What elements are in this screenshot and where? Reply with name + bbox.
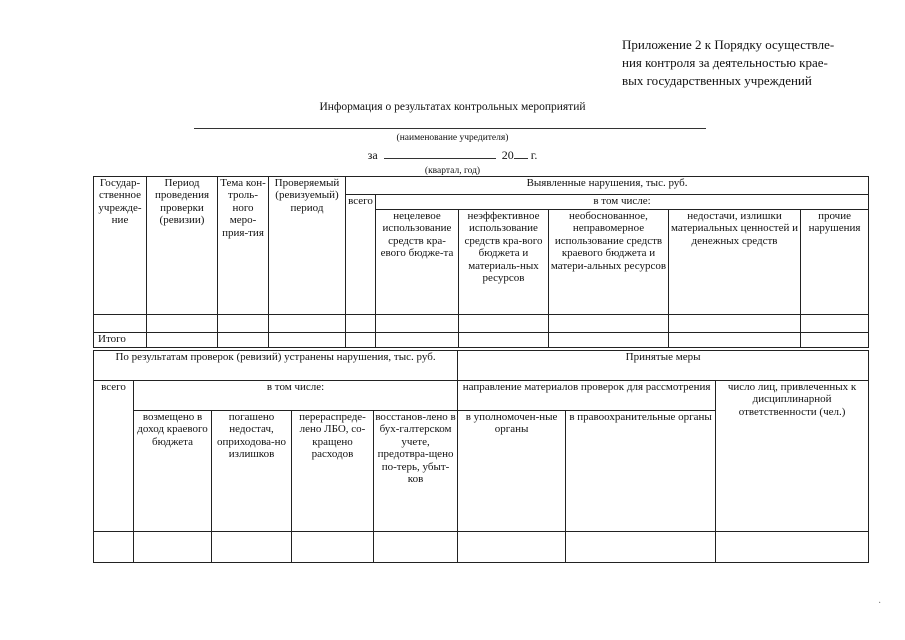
- table-cell[interactable]: [801, 315, 869, 333]
- col-restored: восстанов-лено в бух-галтерском учете, предотвра-щено по-терь, убыт-ков: [374, 411, 458, 532]
- col-measures: Принятые меры: [458, 351, 869, 381]
- table-cell[interactable]: [458, 532, 566, 563]
- table-row: [94, 532, 869, 563]
- period-caption: (квартал, год): [424, 166, 481, 176]
- table-cell[interactable]: [549, 315, 669, 333]
- org-name-field[interactable]: [194, 128, 706, 129]
- col-unjustified: необоснованное, неправомерное использование средств краевого бюджета и матери-альных ресурсов: [549, 210, 669, 315]
- table-cell[interactable]: [376, 315, 459, 333]
- col-persons: число лиц, привлеченных к дисциплинарной ответственности (чел.): [716, 381, 869, 532]
- col-authorized: в уполномочен-ные органы: [458, 411, 566, 532]
- table-cell[interactable]: [147, 333, 218, 348]
- table-cell[interactable]: [459, 333, 549, 348]
- table-cell[interactable]: [94, 532, 134, 563]
- table-cell[interactable]: [147, 315, 218, 333]
- violations-table: [93, 176, 869, 348]
- table-cell[interactable]: [669, 333, 801, 348]
- appendix-line: ния контроля за деятельностью крае-: [622, 55, 828, 70]
- col-period: Период проведения проверки (ревизии): [147, 177, 218, 315]
- table-cell[interactable]: [269, 333, 346, 348]
- col-misuse: нецелевое использование средств кра-евого бюдже-та: [376, 210, 459, 315]
- col-including: в том числе:: [134, 381, 458, 411]
- total-row: [94, 333, 869, 348]
- table-cell[interactable]: [669, 315, 801, 333]
- col-repaid: погашено недостач, оприходова-но излишков: [212, 411, 292, 532]
- col-eliminated: По результатам проверок (ревизий) устранены нарушения, тыс. руб.: [94, 351, 458, 381]
- col-redistributed: перераспреде-лено ЛБО, со-кращено расходов: [292, 411, 374, 532]
- year-field[interactable]: [514, 147, 528, 159]
- table-cell[interactable]: [218, 315, 269, 333]
- col-inefficient: неэффективное использование средств кра-вого бюджета и материаль-ных ресурсов: [459, 210, 549, 315]
- col-refund: возмещено в доход краевого бюджета: [134, 411, 212, 532]
- table-cell[interactable]: [94, 315, 147, 333]
- table-cell[interactable]: [716, 532, 869, 563]
- col-including: в том числе:: [376, 195, 869, 210]
- col-law: в правоохранительные органы: [566, 411, 716, 532]
- col-institution: Государ-ственное учрежде-ние: [94, 177, 147, 315]
- table-cell[interactable]: [269, 315, 346, 333]
- col-topic: Тема кон-троль-ного меро-прия-тия: [218, 177, 269, 315]
- table-row: [94, 315, 869, 333]
- appendix-line: вых государственных учреждений: [622, 73, 812, 88]
- table-cell[interactable]: [134, 532, 212, 563]
- period-line: [0, 147, 905, 163]
- col-audited-period: Проверяемый (ревизуемый) период: [269, 177, 346, 315]
- period-prefix: за: [367, 148, 378, 162]
- col-violations: Выявленные нарушения, тыс. руб.: [346, 177, 869, 195]
- table-cell[interactable]: [376, 333, 459, 348]
- table-cell[interactable]: [346, 315, 376, 333]
- col-other: прочие нарушения: [801, 210, 869, 315]
- table-cell[interactable]: [292, 532, 374, 563]
- table-cell[interactable]: [459, 315, 549, 333]
- table-cell[interactable]: [801, 333, 869, 348]
- scan-mark: ·: [878, 598, 882, 609]
- results-table: [93, 350, 869, 563]
- period-year: 20: [501, 148, 514, 162]
- table-cell[interactable]: [374, 532, 458, 563]
- table-cell[interactable]: [346, 333, 376, 348]
- col-total: всего: [346, 195, 376, 315]
- col-direction: направление материалов проверок для рассмотрения: [458, 381, 716, 411]
- col-shortages: недостачи, излишки материальных ценностей и денежных средств: [669, 210, 801, 315]
- quarter-field[interactable]: [384, 147, 496, 159]
- table-cell[interactable]: [549, 333, 669, 348]
- period-suffix: г.: [530, 148, 538, 162]
- document-title: Информация о результатах контрольных мероприятий: [319, 101, 586, 113]
- table-cell[interactable]: [566, 532, 716, 563]
- appendix-line: Приложение 2 к Порядку осуществле-: [622, 37, 835, 52]
- table-cell[interactable]: [212, 532, 292, 563]
- total-row-label: Итого: [94, 333, 147, 348]
- col-total: всего: [94, 381, 134, 532]
- table-cell[interactable]: [218, 333, 269, 348]
- org-name-caption: (наименование учредителя): [396, 133, 509, 143]
- appendix-note: [622, 36, 872, 90]
